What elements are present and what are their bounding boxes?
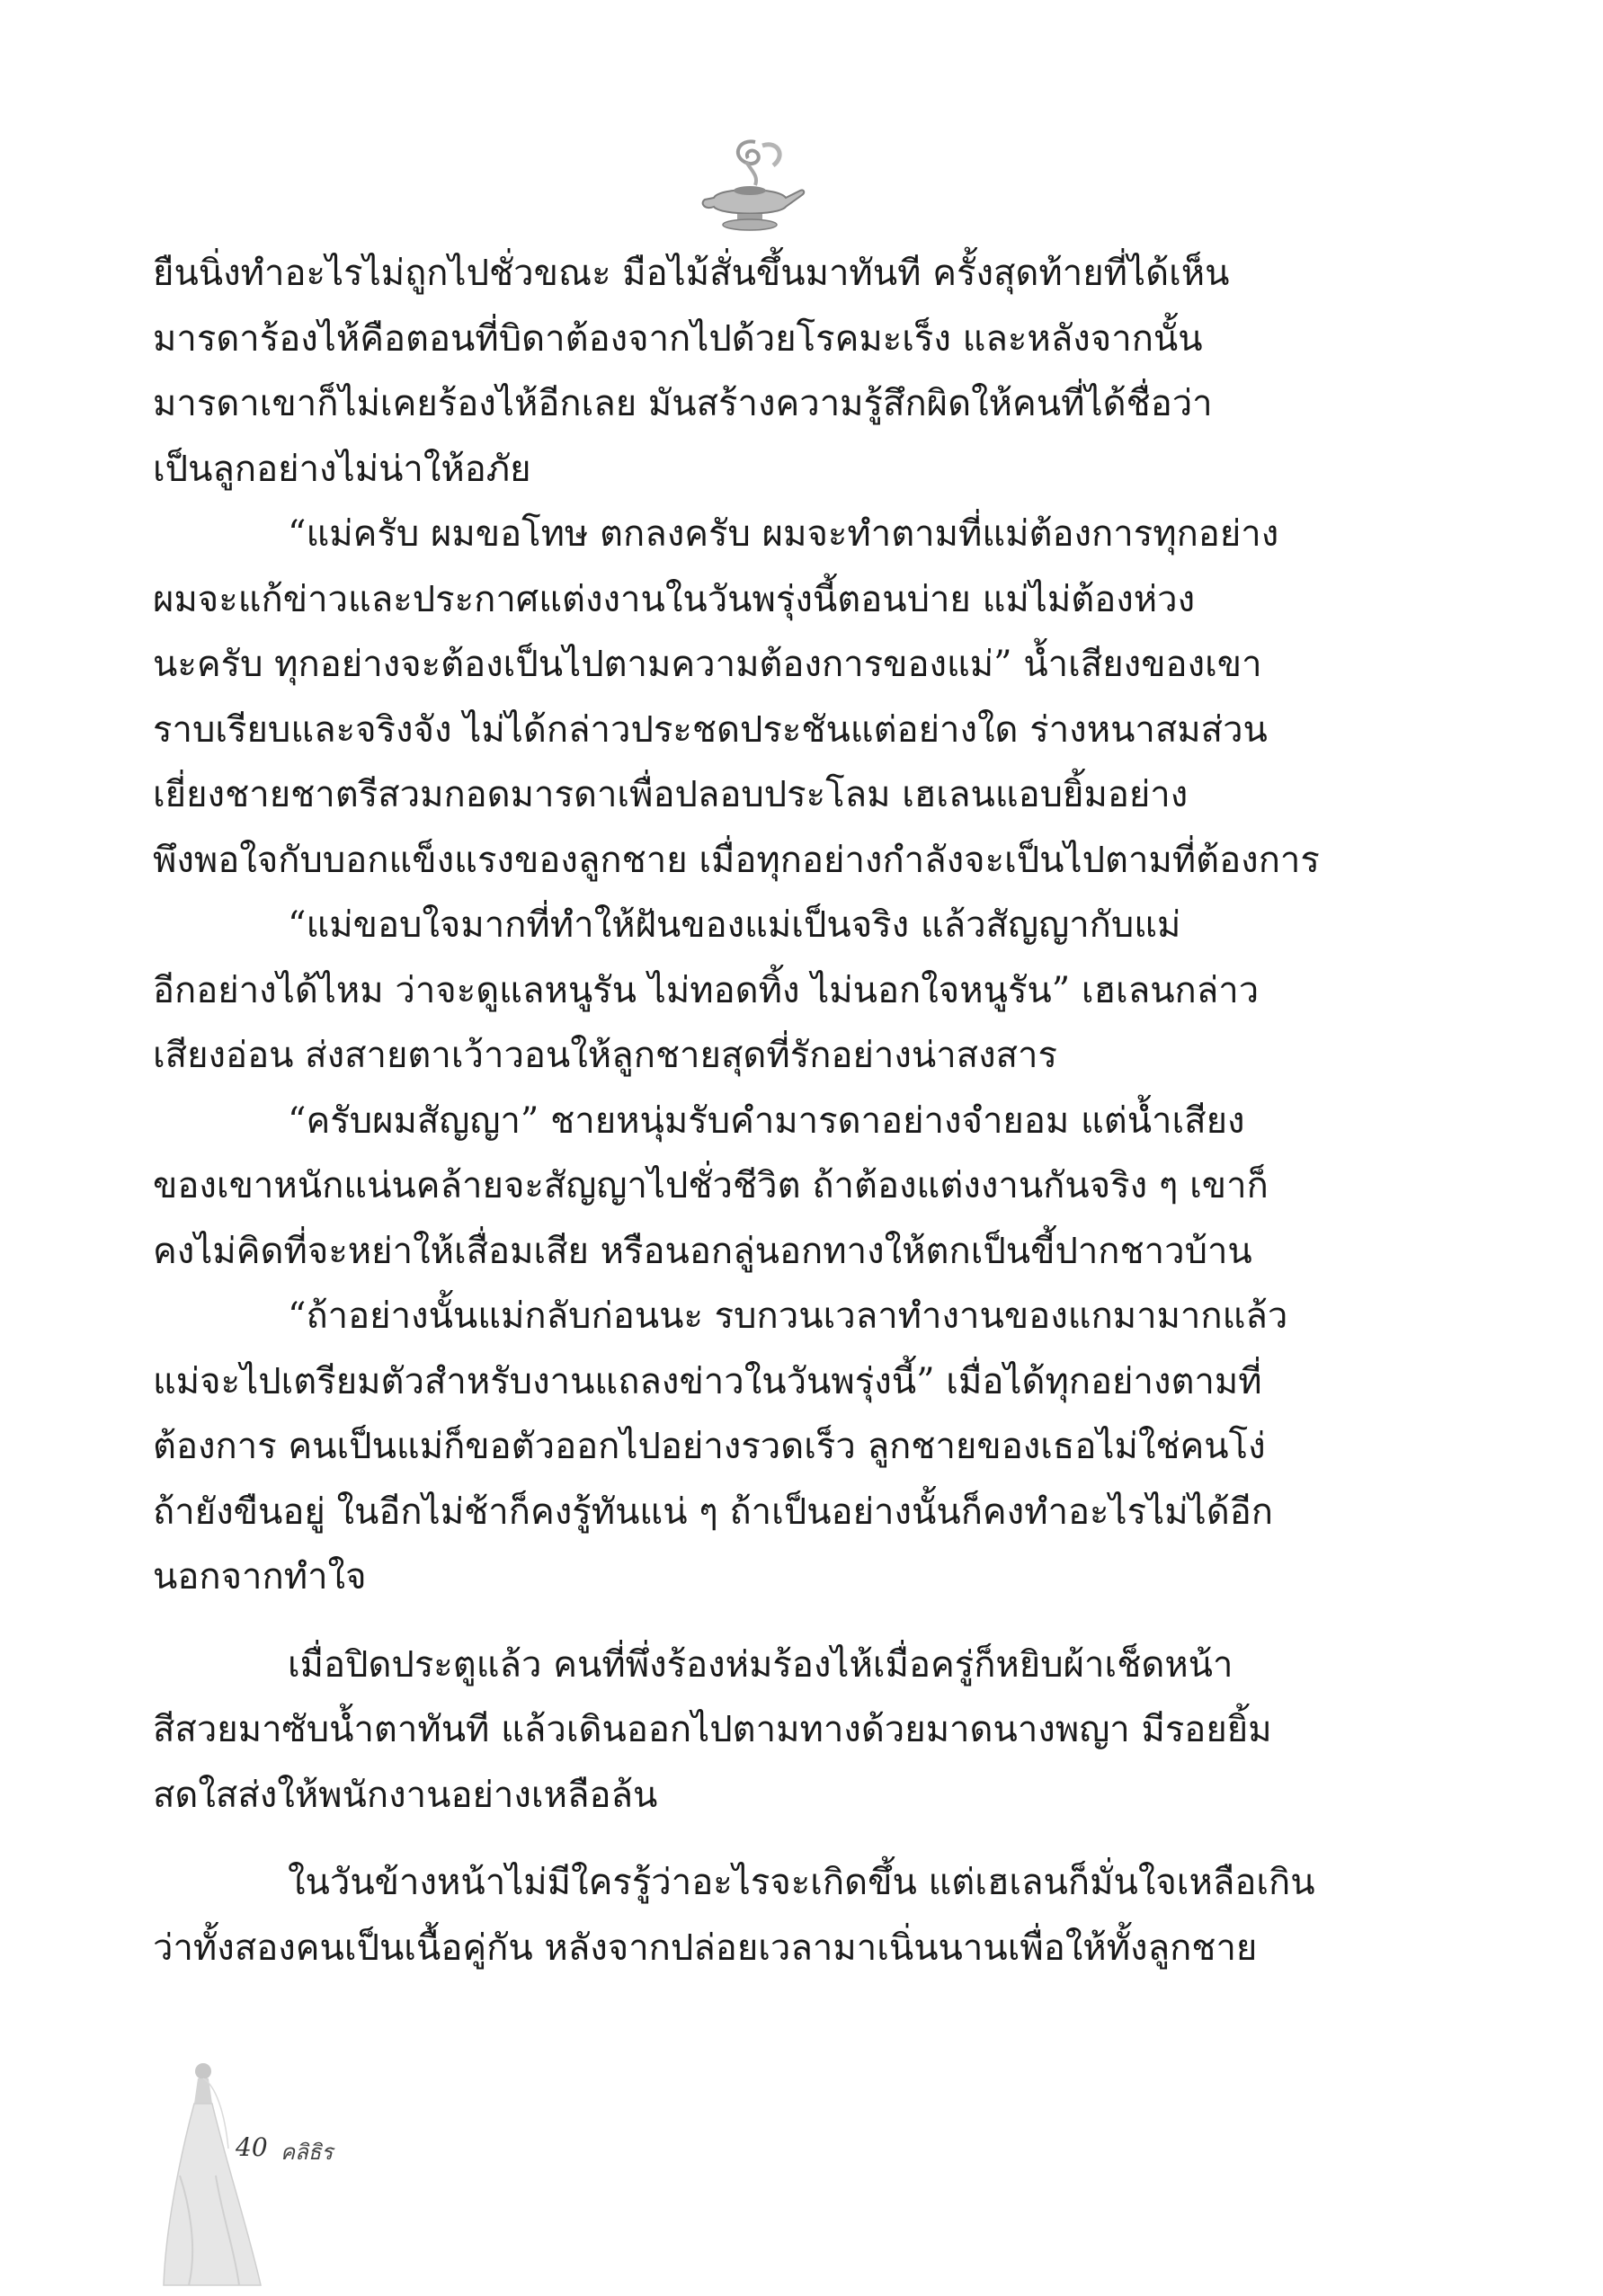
text-line: นะครับ ทุกอย่างจะต้องเป็นไปตามความต้องการของแม่” น้ำเสียงของเขา — [153, 644, 1262, 685]
author-name: คลิธิร — [281, 2140, 334, 2165]
text-line: เมื่อปิดประตูแล้ว คนที่พึ่งร้องห่มร้องไห้เมื่อครู่ก็หยิบผ้าเช็ดหน้า — [288, 1643, 1233, 1686]
text-line: เสียงอ่อน ส่งสายตาเว้าวอนให้ลูกชายสุดที่รักอย่างน่าสงสาร — [153, 1035, 1057, 1076]
text-line: ของเขาหนักแน่นคล้ายจะสัญญาไปชั่วชีวิต ถ้าต้องแต่งงานกันจริง ๆ เขาก็ — [153, 1165, 1269, 1206]
text-line: ยืนนิ่งทำอะไรไม่ถูกไปชั่วขณะ มือไม้สั่นขึ้นมาทันที ครั้งสุดท้ายที่ได้เห็น — [153, 253, 1230, 294]
body-text — [153, 241, 1331, 1980]
text-line: ว่าทั้งสองคนเป็นเนื้อคู่กัน หลังจากปล่อยเวลามาเนิ่นนานเพื่อให้ทั้งลูกชาย — [153, 1927, 1258, 1969]
text-line: ต้องการ คนเป็นแม่ก็ขอตัวออกไปอย่างรวดเร็ว ลูกชายของเธอไม่ใช่คนโง่ — [153, 1426, 1266, 1467]
text-line: เยี่ยงชายชาตรีสวมกอดมารดาเพื่อปลอบประโลม เฮเลนแอบยิ้มอย่าง — [153, 774, 1189, 815]
text-line: “ถ้าอย่างนั้นแม่กลับก่อนนะ รบกวนเวลาทำงานของแกมามากแล้ว — [288, 1295, 1288, 1337]
text-line: “แม่ขอบใจมากที่ทำให้ฝันของแม่เป็นจริง แล้วสัญญากับแม่ — [288, 904, 1181, 946]
text-line: พึงพอใจกับบอกแข็งแรงของลูกชาย เมื่อทุกอย่างกำลังจะเป็นไปตามที่ต้องการ — [153, 839, 1320, 881]
text-line: ถ้ายังขืนอยู่ ในอีกไม่ช้าก็คงรู้ทันแน่ ๆ ถ้าเป็นอย่างนั้นก็คงทำอะไรไม่ได้อีก — [153, 1491, 1273, 1533]
page-number: 40 — [236, 2132, 268, 2162]
magic-lamp-icon — [692, 135, 809, 234]
text-line: สดใสส่งให้พนักงานอย่างเหลือล้น — [153, 1774, 658, 1816]
text-line: สีสวยมาซับน้ำตาทันที แล้วเดินออกไปตามทางด้วยมาดนางพญา มีรอยยิ้ม — [153, 1709, 1272, 1750]
text-line: คงไม่คิดที่จะหย่าให้เสื่อมเสีย หรือนอกลู่นอกทางให้ตกเป็นขี้ปากชาวบ้าน — [153, 1230, 1252, 1272]
text-line: “แม่ครับ ผมขอโทษ ตกลงครับ ผมจะทำตามที่แม่ต้องการทุกอย่าง — [288, 513, 1279, 555]
text-line: มารดาเขาก็ไม่เคยร้องไห้อีกเลย มันสร้างความรู้สึกผิดให้คนที่ได้ชื่อว่า — [153, 383, 1213, 424]
text-line: ราบเรียบและจริงจัง ไม่ได้กล่าวประชดประชันแต่อย่างใด ร่างหนาสมส่วน — [153, 708, 1268, 751]
text-line: “ครับผมสัญญา” ชายหนุ่มรับคำมารดาอย่างจำยอม แต่น้ำเสียง — [288, 1099, 1245, 1142]
text-line: อีกอย่างได้ไหม ว่าจะดูแลหนูรัน ไม่ทอดทิ้ง ไม่นอกใจหนูรัน” เฮเลนกล่าว — [153, 969, 1260, 1011]
text-line: เป็นลูกอย่างไม่น่าให้อภัย — [153, 448, 531, 490]
text-line: นอกจากทำใจ — [153, 1556, 367, 1597]
text-line: แม่จะไปเตรียมตัวสำหรับงานแถลงข่าวในวันพรุ่งนี้” เมื่อได้ทุกอย่างตามที่ — [153, 1360, 1262, 1402]
text-line: มารดาร้องไห้คือตอนที่บิดาต้องจากไปด้วยโรคมะเร็ง และหลังจากนั้น — [153, 317, 1203, 360]
text-line: ผมจะแก้ข่าวและประกาศแต่งงานในวันพรุ่งนี้ตอนบ่าย แม่ไม่ต้องห่วง — [153, 578, 1196, 620]
text-line: ในวันข้างหน้าไม่มีใครรู้ว่าอะไรจะเกิดขึ้น แต่เฮเลนก็มั่นใจเหลือเกิน — [288, 1862, 1315, 1903]
bride-figure-icon — [162, 2050, 342, 2292]
